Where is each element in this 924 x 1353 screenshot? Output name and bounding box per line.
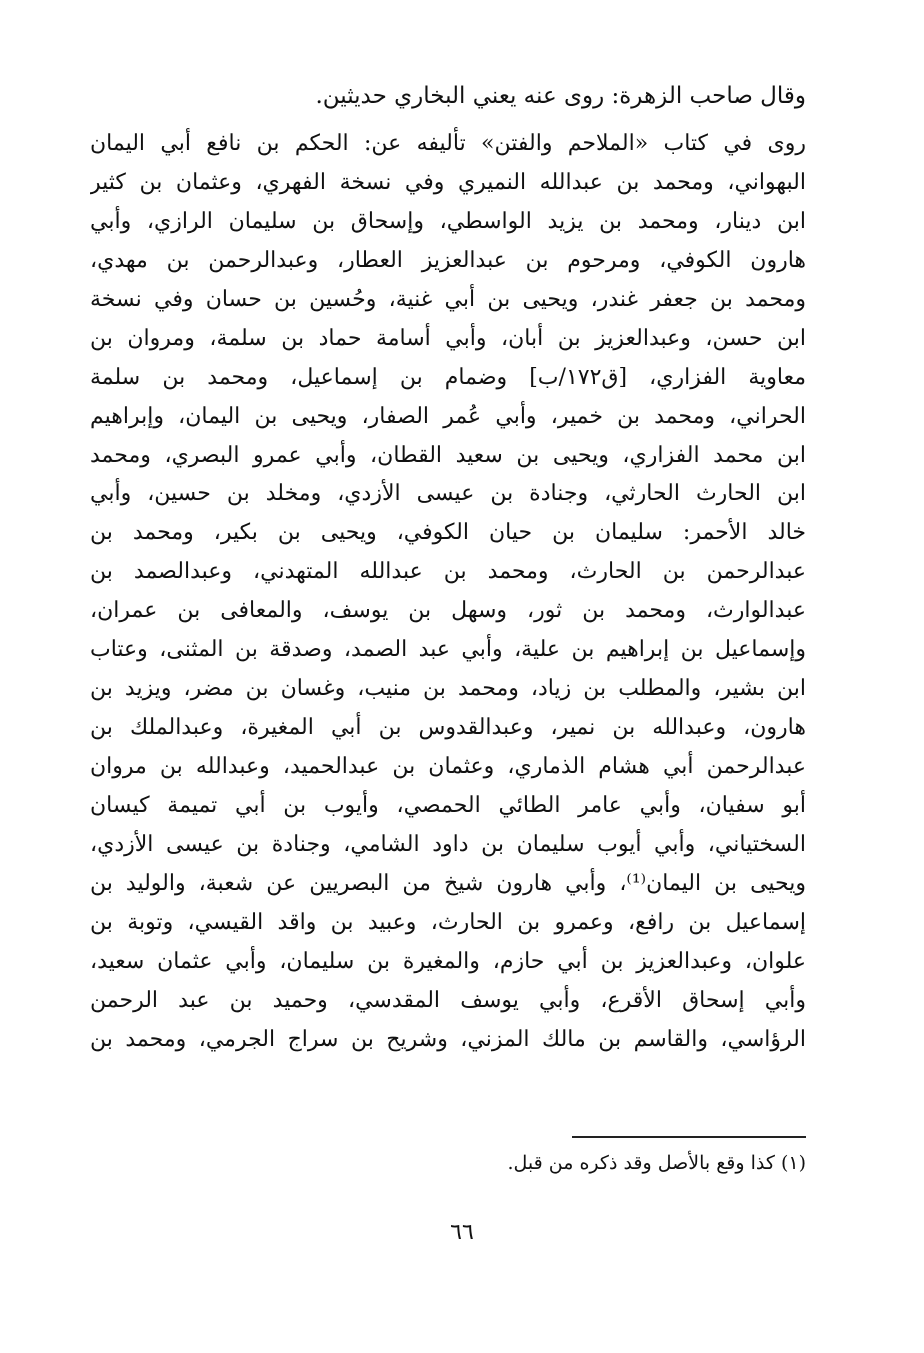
text-line: ابن حسن، وعبدالعزيز بن أبان، وأبي أسامة حماد بن سلمة، ومروان بن — [90, 325, 806, 351]
text-line: وأبي إسحاق الأقرع، وأبي يوسف المقدسي، وحميد بن عبد الرحمن — [90, 987, 806, 1013]
text-line: علوان، وعبدالعزيز بن أبي حازم، والمغيرة بن سليمان، وأبي عثمان سعيد، — [90, 948, 806, 974]
text-line: هارون، وعبدالله بن نمير، وعبدالقدوس بن أبي المغيرة، وعبدالملك بن — [90, 715, 806, 741]
text-line: أبو سفيان، وأبي عامر الطائي الحمصي، وأيوب بن أبي تميمة كيسان — [90, 792, 806, 818]
text-line: روى في كتاب «الملاحم والفتن» تأليفه عن: الحكم بن نافع أبي اليمان — [90, 131, 806, 156]
text-line: خالد الأحمر: سليمان بن حيان الكوفي، ويحيى بن بكير، ومحمد بن — [90, 520, 806, 546]
text-line: عبدالرحمن أبي هشام الذماري، وعثمان بن عبدالحميد، وعبدالله بن مروان — [90, 754, 806, 779]
footnote: (١) كذا وقع بالأصل وقد ذكره من قبل. — [507, 1152, 806, 1174]
intro-line: وقال صاحب الزهرة: روى عنه يعني البخاري حديثين. — [315, 83, 806, 109]
main-paragraph — [90, 125, 806, 1060]
text-line: ابن محمد الفزاري، ويحيى بن سعيد القطان، وأبي عمرو البصري، ومحمد — [90, 442, 806, 468]
text-line: السختياني، وأبي أيوب سليمان بن داود الشامي، وجنادة بن عيسى الأزدي، — [90, 831, 806, 857]
page-number: ٦٦ — [450, 1220, 474, 1245]
text-line: الرؤاسي، والقاسم بن مالك المزني، وشريح بن سراج الجرمي، ومحمد بن — [90, 1026, 806, 1052]
text-line: ابن الحارث الحارثي، وجنادة بن عيسى الأزدي، ومخلد بن حسين، وأبي — [90, 481, 806, 507]
text-line: إسماعيل بن رافع، وعمرو بن الحارث، وعبيد بن واقد القيسي، وتوبة بن — [90, 909, 806, 935]
text-line: ابن دينار، ومحمد بن يزيد الواسطي، وإسحاق بن سليمان الرازي، وأبي — [90, 208, 806, 234]
text-line: البهواني، ومحمد بن عبدالله النميري وفي نسخة الفهري، وعثمان بن كثير — [90, 169, 806, 195]
text-line: هارون الكوفي، ومرحوم بن عبدالعزيز العطار، وعبدالرحمن بن مهدي، — [90, 247, 806, 273]
text-line: ابن بشير، والمطلب بن زياد، ومحمد بن منيب، وغسان بن مضر، ويزيد بن — [90, 676, 806, 702]
footnote-divider — [572, 1136, 806, 1138]
text-line: الحراني، ومحمد بن خمير، وأبي عُمر الصفار، ويحيى بن اليمان، وإبراهيم — [90, 403, 806, 429]
text-line: وإسماعيل بن إبراهيم بن علية، وأبي عبد الصمد، وصدقة بن المثنى، وعتاب — [90, 637, 806, 663]
text-line: معاوية الفزاري، [ق١٧٢/ب] وضمام بن إسماعيل، ومحمد بن سلمة — [90, 364, 806, 390]
text-line: عبدالرحمن بن الحارث، ومحمد بن عبدالله المتهدني، وعبدالصمد بن — [90, 559, 806, 585]
text-line: ومحمد بن جعفر غندر، ويحيى بن أبي غنية، وحُسين بن حسان وفي نسخة — [90, 286, 806, 312]
text-line: عبدالوارث، ومحمد بن ثور، وسهل بن يوسف، والمعافى بن عمران، — [90, 598, 806, 624]
text-line: ويحيى بن اليمان⁽¹⁾، وأبي هارون شيخ من البصريين عن شعبة، والوليد بن — [90, 870, 806, 896]
